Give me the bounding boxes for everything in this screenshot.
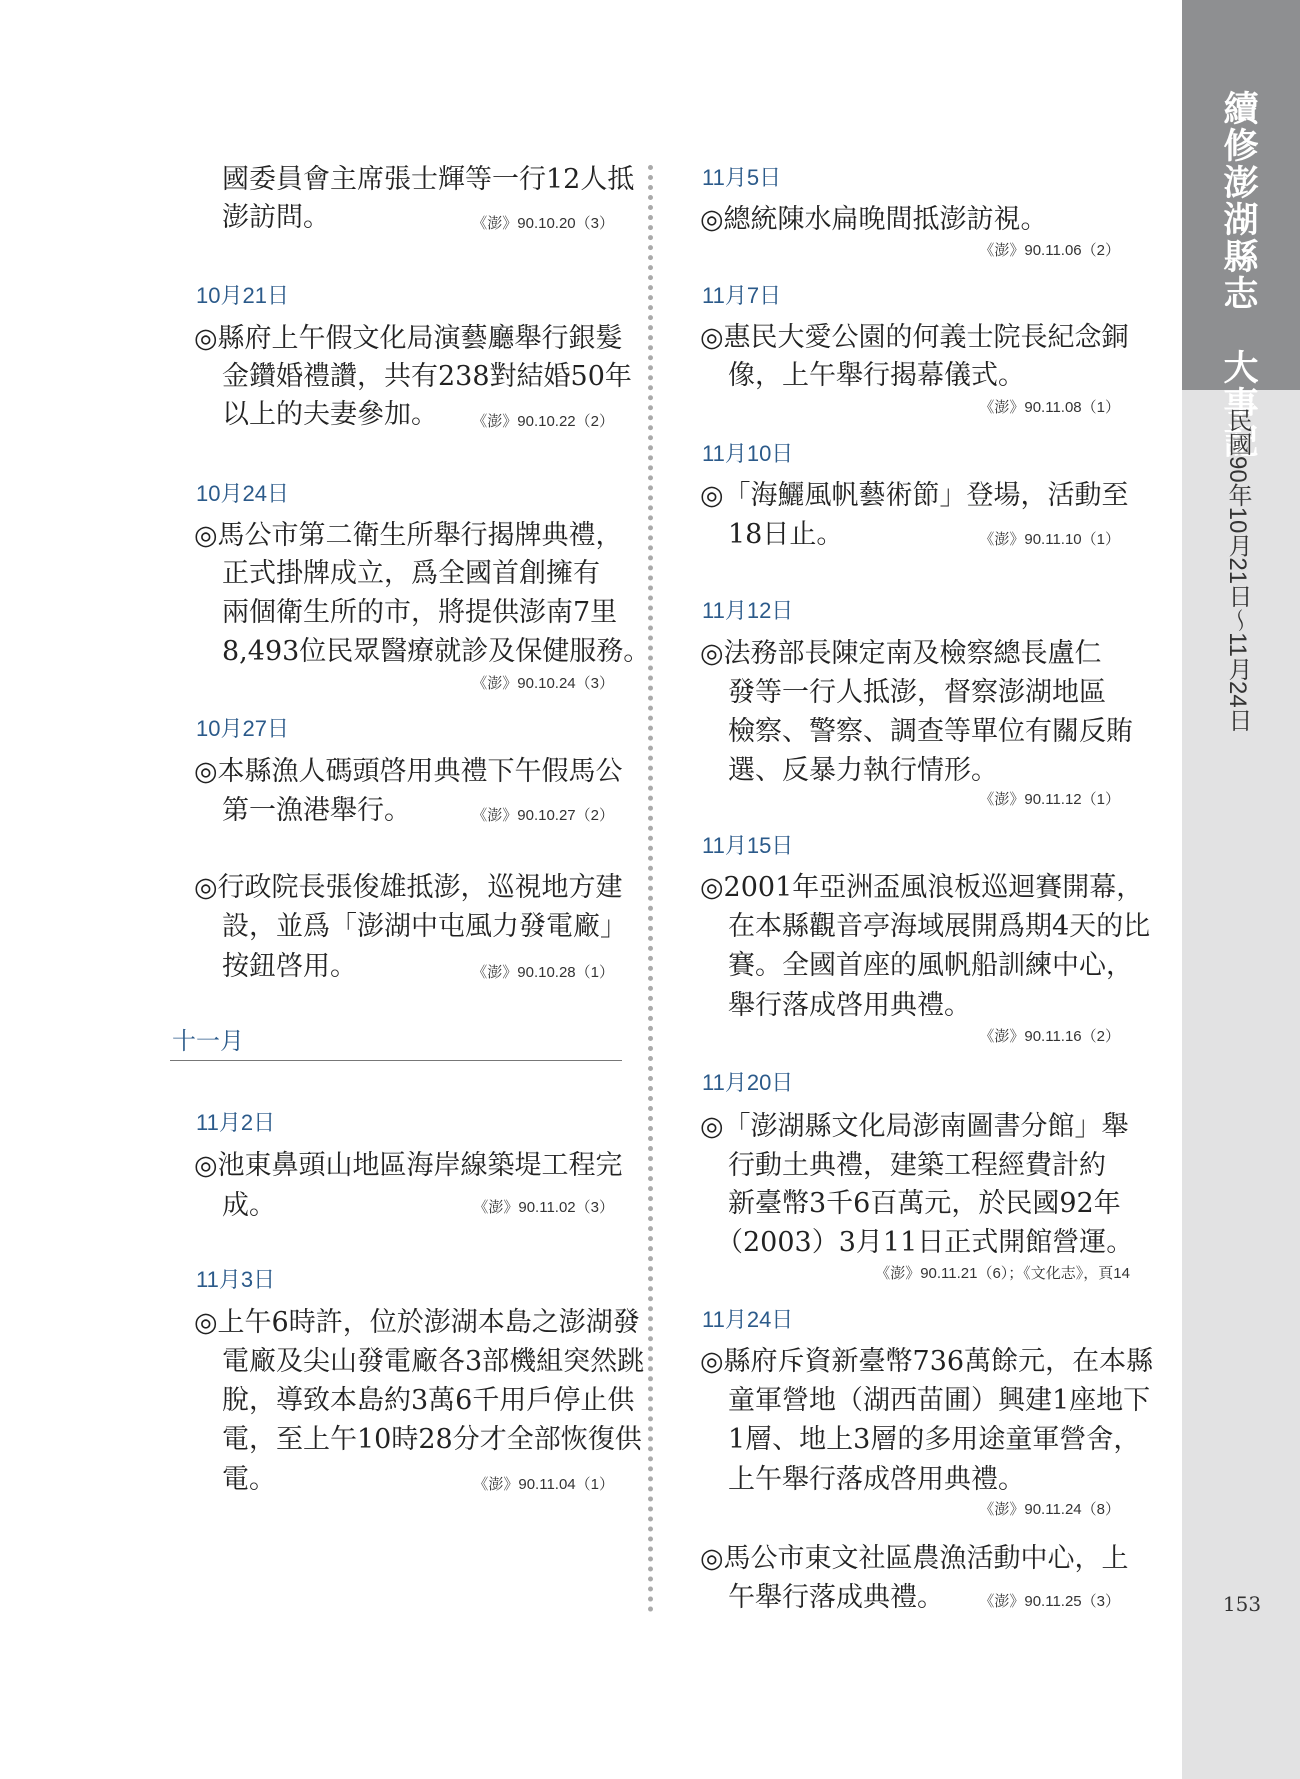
entry-text-line: ◎池東鼻頭山地區海岸線築堤工程完 bbox=[194, 1150, 623, 1181]
entry-text-line: 兩個衛生所的市，將提供澎南7里 bbox=[222, 597, 618, 628]
entry-text-line: 正式掛牌成立，爲全國首創擁有 bbox=[222, 558, 600, 589]
entry-source: 《澎》90.11.04（1） bbox=[473, 1476, 614, 1493]
entry-date: 11月2日 bbox=[196, 1110, 276, 1135]
entry-text-line: ◎上午6時許，位於澎湖本島之澎湖發 bbox=[194, 1307, 640, 1338]
entry-date: 10月21日 bbox=[196, 283, 289, 308]
date-range: 民國90年10月21日～11月24日 bbox=[1224, 408, 1251, 732]
entry-text-line: 上午舉行落成啓用典禮。 bbox=[728, 1464, 1025, 1495]
entry-text-line: ◎本縣漁人碼頭啓用典禮下午假馬公 bbox=[194, 756, 623, 787]
entry-text-line: 按鈕啓用。 bbox=[222, 951, 357, 982]
entry-text-line: 脫，導致本島約3萬6千用戶停止供 bbox=[222, 1385, 635, 1416]
entry-text-line: ◎總統陳水扁晚間抵澎訪視。 bbox=[700, 204, 1048, 235]
entry-date: 10月27日 bbox=[196, 716, 289, 741]
month-heading: 十一月 bbox=[172, 1028, 244, 1055]
entry-source: 《澎》90.11.08（1） bbox=[979, 399, 1120, 416]
entry-text-line: 午舉行落成典禮。 bbox=[728, 1582, 944, 1613]
book-title: 續修澎湖縣志 大事記 bbox=[1218, 90, 1259, 460]
entry-text-line: ◎「海鱺風帆藝術節」登場，活動至 bbox=[700, 480, 1129, 511]
entry-text-line: 新臺幣3千6百萬元，於民國92年 bbox=[728, 1188, 1121, 1219]
page-number: 153 bbox=[1222, 1592, 1262, 1616]
entry-date: 11月12日 bbox=[702, 598, 794, 623]
entry-text-line: 8,493位民眾醫療就診及保健服務。 bbox=[222, 636, 651, 667]
entry-text-line: 行動土典禮，建築工程經費計約 bbox=[728, 1150, 1106, 1181]
entry-text-line: 電。 bbox=[222, 1464, 276, 1495]
entry-source: 《澎》90.11.24（8） bbox=[979, 1501, 1120, 1518]
entry-text-line: 國委員會主席張士輝等一行12人抵 bbox=[222, 164, 635, 195]
entry-source: 《澎》90.11.10（1） bbox=[979, 531, 1120, 548]
entry-text-line: ◎縣府上午假文化局演藝廳舉行銀髮 bbox=[194, 323, 623, 354]
entry-date: 11月3日 bbox=[196, 1267, 276, 1292]
entry-source: 《澎》90.10.20（3） bbox=[472, 215, 614, 232]
entry-text-line: 童軍營地（湖西苗圃）興建1座地下 bbox=[728, 1385, 1151, 1416]
entry-text-line: 像，上午舉行揭幕儀式。 bbox=[728, 360, 1025, 391]
entry-source: 《澎》90.10.28（1） bbox=[472, 964, 614, 981]
entry-text-line: 金鑽婚禮讚，共有238對結婚50年 bbox=[222, 361, 632, 392]
entry-text-line: 檢察、警察、調查等單位有關反賄 bbox=[728, 716, 1133, 747]
entry-text-line: 舉行落成啓用典禮。 bbox=[728, 990, 971, 1021]
entry-source: 《澎》90.11.16（2） bbox=[979, 1028, 1120, 1045]
entry-text-line: ◎法務部長陳定南及檢察總長盧仁 bbox=[700, 638, 1102, 669]
entry-text-line: ◎馬公市第二衛生所舉行揭牌典禮， bbox=[194, 520, 623, 551]
entry-text-line: ◎「澎湖縣文化局澎南圖書分館」舉 bbox=[700, 1111, 1129, 1142]
entry-date: 10月24日 bbox=[196, 481, 289, 506]
entry-text-line: 第一漁港舉行。 bbox=[222, 795, 411, 826]
entry-text-line: ◎惠民大愛公園的何義士院長紀念銅 bbox=[700, 322, 1129, 353]
entry-source: 《澎》90.11.21（6）；《文化志》，頁14 bbox=[875, 1265, 1130, 1282]
entry-text-line: 以上的夫妻參加。 bbox=[222, 399, 438, 430]
entry-text-line: 1層、地上3層的多用途童軍營舍， bbox=[728, 1424, 1141, 1455]
entry-text-line: 電，至上午10時28分才全部恢復供 bbox=[222, 1424, 642, 1455]
entry-text-line: 發等一行人抵澎，督察澎湖地區 bbox=[728, 677, 1106, 708]
entry-text-line: 成。 bbox=[222, 1190, 276, 1221]
entry-text-line: 在本縣觀音亭海域展開爲期4天的比 bbox=[728, 911, 1151, 942]
entry-source: 《澎》90.10.22（2） bbox=[472, 413, 614, 430]
entry-text-line: （2003）3月11日正式開館營運。 bbox=[716, 1227, 1134, 1258]
entry-source: 《澎》90.11.06（2） bbox=[979, 242, 1120, 259]
entry-text-line: 電廠及尖山發電廠各3部機組突然跳 bbox=[222, 1346, 645, 1377]
entry-text-line: 賽。全國首座的風帆船訓練中心， bbox=[728, 950, 1133, 981]
entry-text-line: ◎行政院長張俊雄抵澎，巡視地方建 bbox=[194, 872, 623, 903]
month-rule bbox=[170, 1060, 622, 1061]
column-divider bbox=[648, 165, 653, 1613]
entry-date: 11月7日 bbox=[702, 283, 782, 308]
entry-date: 11月15日 bbox=[702, 833, 794, 858]
entry-source: 《澎》90.10.27（2） bbox=[472, 807, 614, 824]
entry-date: 11月24日 bbox=[702, 1307, 794, 1332]
entry-text-line: 澎訪問。 bbox=[222, 202, 330, 233]
entry-date: 11月10日 bbox=[702, 441, 794, 466]
entry-text-line: ◎2001年亞洲盃風浪板巡迴賽開幕， bbox=[700, 872, 1144, 903]
entry-source: 《澎》90.11.02（3） bbox=[473, 1199, 614, 1216]
entry-text-line: 選、反暴力執行情形。 bbox=[728, 755, 998, 786]
entry-text-line: 18日止。 bbox=[728, 519, 844, 550]
entry-source: 《澎》90.11.12（1） bbox=[979, 791, 1120, 808]
entry-text-line: ◎縣府斥資新臺幣736萬餘元，在本縣 bbox=[700, 1346, 1154, 1377]
entry-source: 《澎》90.10.24（3） bbox=[472, 675, 614, 692]
entry-text-line: 設，並爲「澎湖中屯風力發電廠」 bbox=[222, 911, 627, 942]
entry-source: 《澎》90.11.25（3） bbox=[979, 1593, 1120, 1610]
entry-text-line: ◎馬公市東文社區農漁活動中心，上 bbox=[700, 1543, 1129, 1574]
entry-date: 11月20日 bbox=[702, 1070, 794, 1095]
entry-date: 11月5日 bbox=[702, 165, 782, 190]
